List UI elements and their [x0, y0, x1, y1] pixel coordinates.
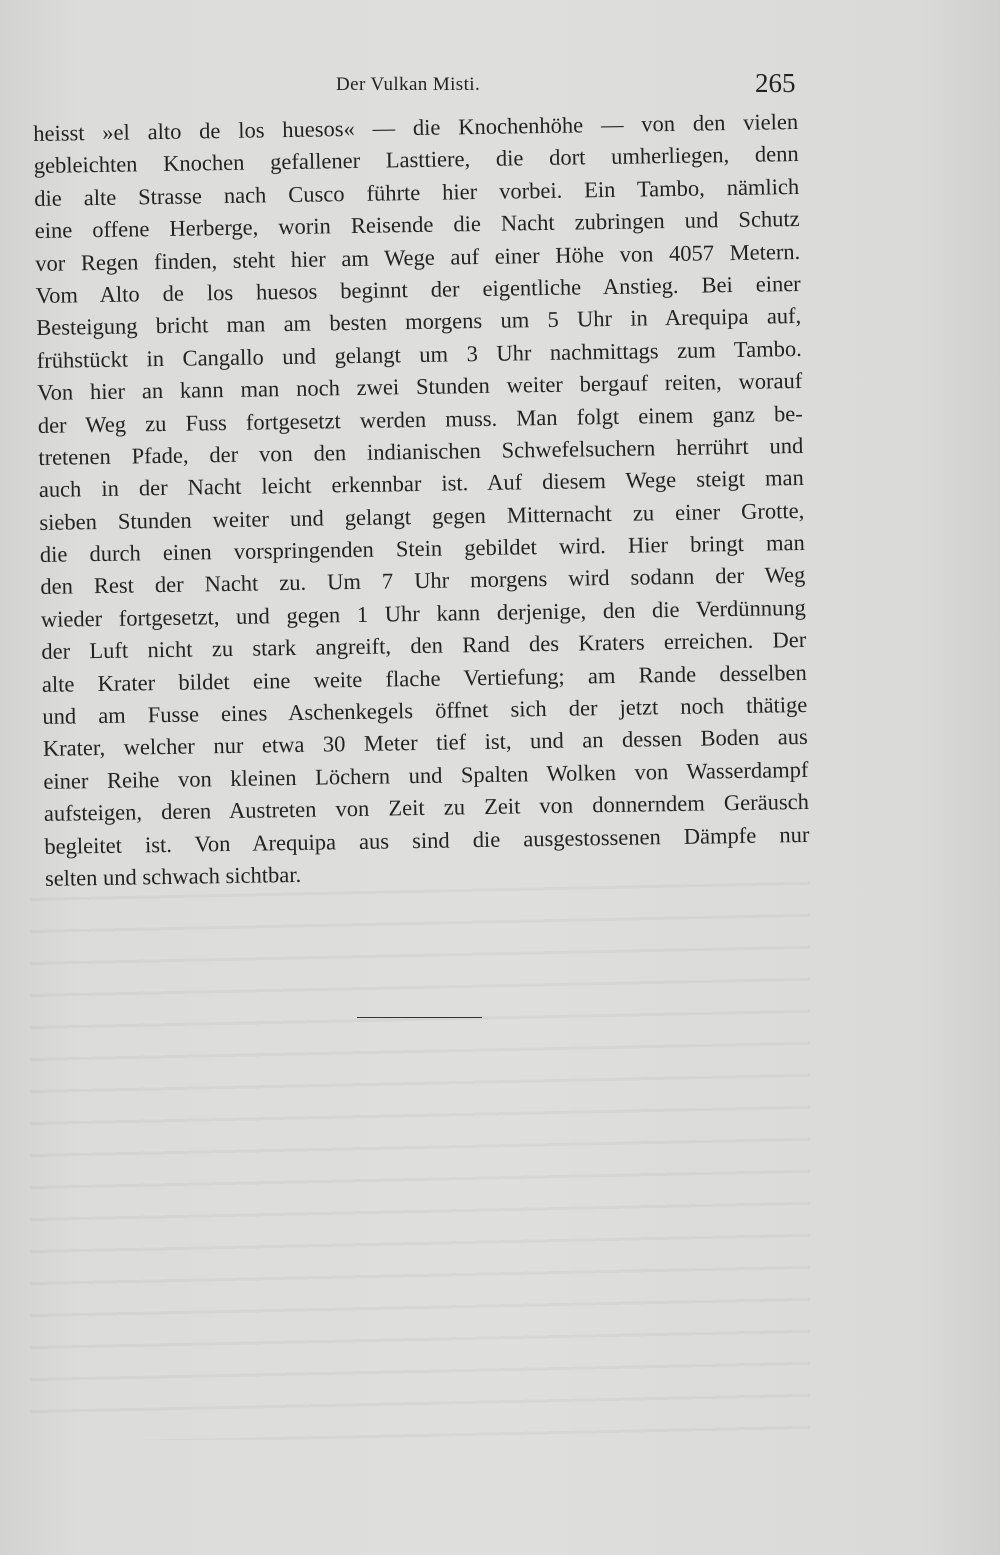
body-paragraph: [33, 106, 810, 895]
text-line: Von hier an kann man noch zwei Stunden weiter bergauf reiten, worauf: [37, 368, 803, 406]
text-line: sieben Stunden weiter und gelangt gegen Mitternacht zu einer Grotte,: [39, 497, 805, 535]
text-line: auch in der Nacht leicht erkennbar ist. Auf diesem Wege steigt man: [38, 465, 804, 503]
text-line: aufsteigen, deren Austreten von Zeit zu Zeit von donnerndem Geräusch: [43, 789, 810, 827]
text-line: wieder fortgesetzt, und gegen 1 Uhr kann derjenige, den die Verdünnung: [40, 594, 806, 632]
text-line: die durch einen vorspringenden Stein gebildet wird. Hier bringt man: [39, 530, 805, 568]
text-line: alte Krater bildet eine weite flache Vertiefung; am Rande desselben: [41, 659, 807, 697]
text-line: den Rest der Nacht zu. Um 7 Uhr morgens wird sodann der Weg: [40, 562, 806, 600]
text-line: und am Fusse eines Aschenkegels öffnet sich der jetzt noch thätige: [42, 691, 808, 729]
text-line: gebleichten Knochen gefallener Lasttiere, die dort umherliegen, denn: [33, 141, 799, 179]
text-line: der Weg zu Fuss fortgesetzt werden muss. Man folgt einem ganz be-: [37, 400, 803, 438]
text-line: einer Reihe von kleinen Löchern und Spalten Wolken von Wasserdampf: [43, 756, 809, 794]
text-line: frühstückt in Cangallo und gelangt um 3 Uhr nachmittags zum Tambo.: [36, 335, 802, 373]
text-line: tretenen Pfade, der von den indianischen Schwefelsuchern herrührt und: [38, 432, 804, 470]
text-line: eine offene Herberge, worin Reisende die Nacht zubringen und Schutz: [34, 206, 800, 244]
text-line: selten und schwach sichtbar.: [44, 861, 302, 891]
text-line: Krater, welcher nur etwa 30 Meter tief ist, und an dessen Boden aus: [42, 724, 809, 762]
text-line: Vom Alto de los huesos beginnt der eigentliche Anstieg. Bei einer: [35, 270, 801, 308]
text-line: vor Regen finden, steht hier am Wege auf einer Höhe von 4057 Metern.: [35, 238, 801, 276]
running-head: [0, 68, 1000, 108]
page-number: 265: [755, 68, 796, 98]
text-line: die alte Strasse nach Cusco führte hier vorbei. Ein Tambo, nämlich: [34, 173, 800, 211]
show-through-texture: [30, 880, 810, 1440]
chapter-end-rule: [357, 1017, 482, 1018]
running-title: Der Vulkan Misti.: [336, 74, 481, 95]
text-line: begleitet ist. Von Arequipa aus sind die ausgestossenen Dämpfe nur: [44, 821, 810, 859]
text-line: heisst »el alto de los huesos« — die Knochenhöhe — von den vielen: [33, 108, 799, 146]
text-line: der Luft nicht zu stark angreift, den Rand des Kraters erreichen. Der: [41, 627, 807, 665]
text-line: Besteigung bricht man am besten morgens um 5 Uhr in Arequipa auf,: [36, 303, 802, 341]
